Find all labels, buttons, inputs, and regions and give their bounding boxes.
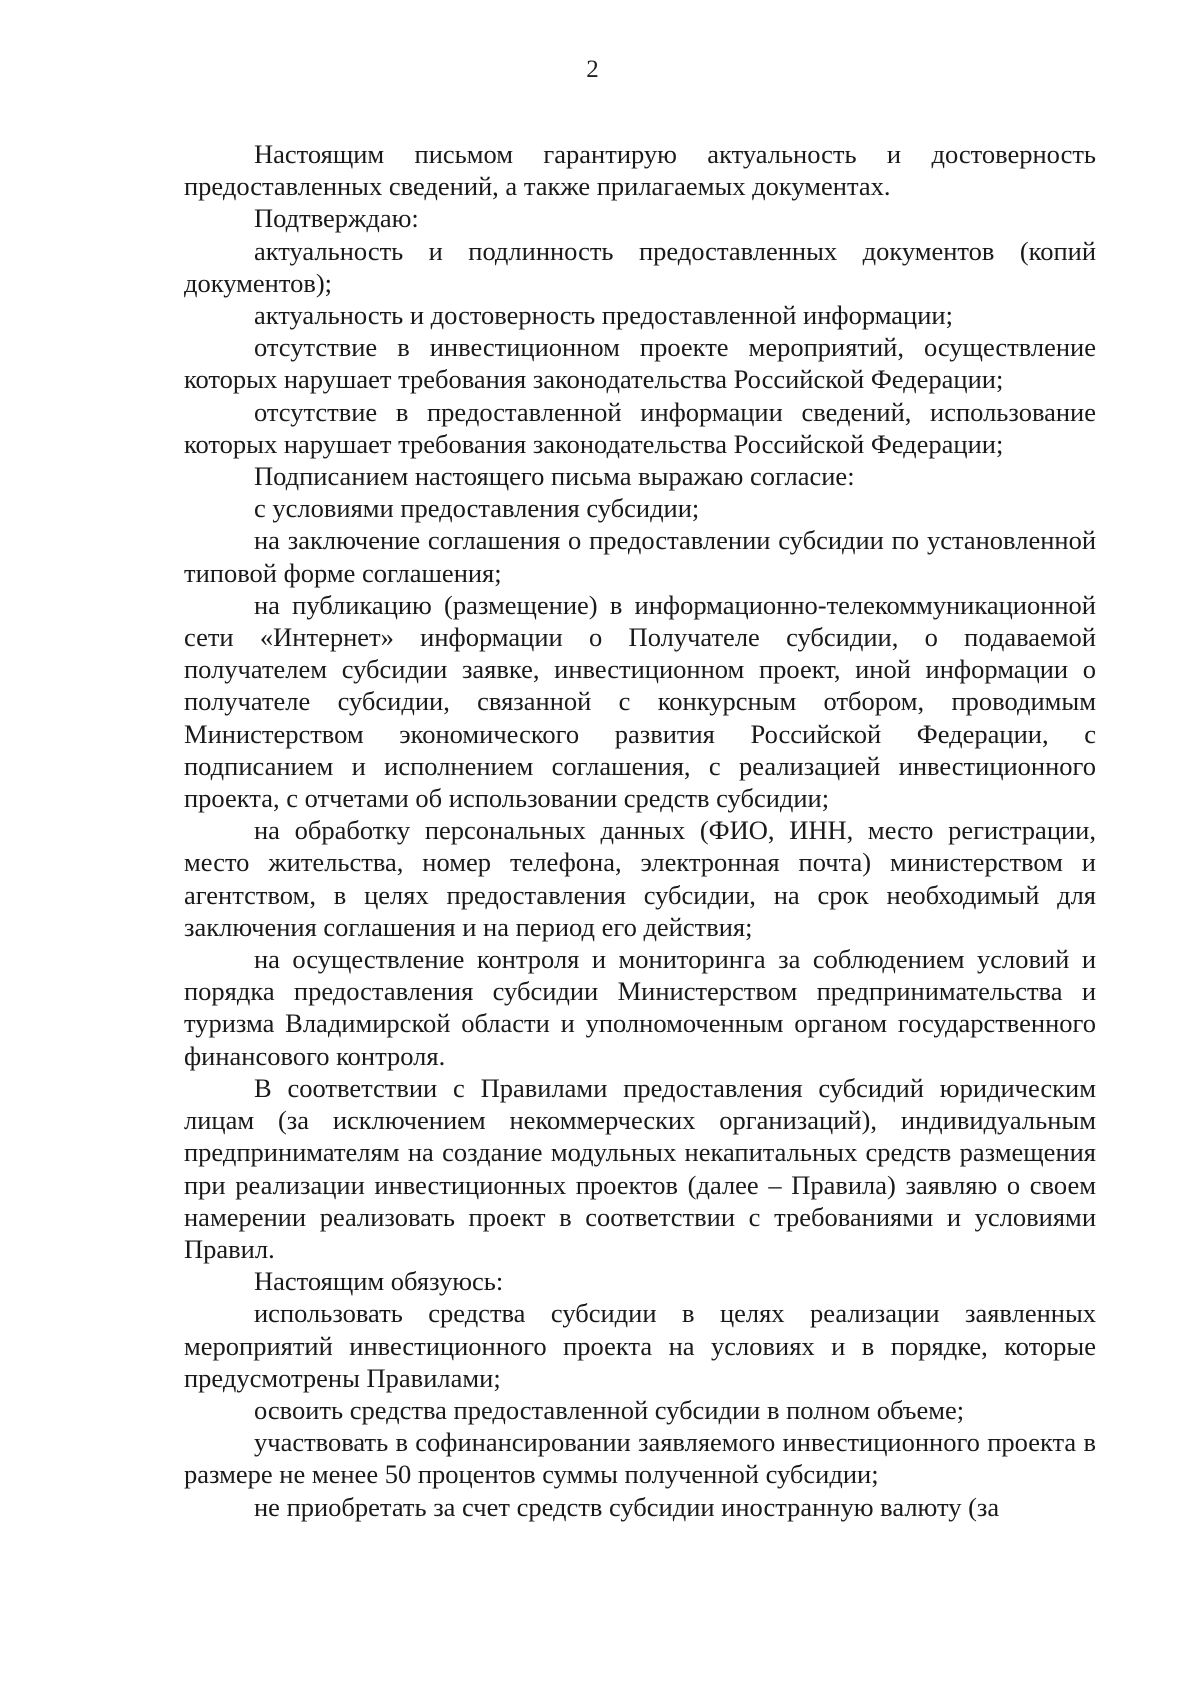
paragraph-confirm-no-violating-measures: отсутствие в инвестиционном проекте мероприятий, осуществление которых нарушает требования законодательства Российской Федерации; [184,332,1096,395]
paragraph-confirm-information: актуальность и достоверность предоставленной информации; [254,300,953,331]
page-number: 2 [586,56,599,83]
paragraph-rules-intent: В соответствии с Правилами предоставления субсидий юридическим лицам (за исключением некоммерческих организаций), индивидуальным предпринимателям на создание модульных некапитальных средств размещения при реализации инвестиционных проектов (далее – Правила) заявляю о своем намерении реализовать проект в соответствии с требованиями и условиями Правил. [184,1072,1096,1264]
paragraph-obligations-heading: Настоящим обязуюсь: [254,1266,504,1297]
paragraph-consent-conditions: с условиями предоставления субсидии; [254,493,700,524]
paragraph-guarantee: Настоящим письмом гарантирую актуальность и достоверность предоставленных сведений, а также прилагаемых документах. [184,139,1096,202]
paragraph-obligation-no-currency: не приобретать за счет средств субсидии иностранную валюту (за [254,1491,1000,1522]
paragraph-confirm-no-violating-info: отсутствие в предоставленной информации сведений, использование которых нарушает требования законодательства Российской Федерации; [184,396,1096,459]
paragraph-consent-publication: на публикацию (размещение) в информационно-телекоммуникационной сети «Интернет» информации о Получателе субсидии, о подаваемой получателем субсидии заявке, инвестиционном проект, иной информации о получателе субсидии, связанной с конкурсным отбором, проводимым Министерством экономического развития Российской Федерации, с подписанием и исполнением соглашения, с реализацией инвестиционного проекта, с отчетами об использовании средств субсидии; [184,589,1096,814]
document-body [184,138,1096,1523]
paragraph-confirm-heading: Подтверждаю: [254,203,419,234]
paragraph-consent-personal-data: на обработку персональных данных (ФИО, ИНН, место регистрации, место жительства, номер телефона, электронная почта) министерством и агентством, в целях предоставления субсидии, на срок необходимый для заключения соглашения и на период его действия; [184,815,1096,942]
paragraph-obligation-use-funds: использовать средства субсидии в целях реализации заявленных мероприятий инвестиционного проекта на условиях и в порядке, которые предусмотрены Правилами; [184,1298,1096,1393]
paragraph-obligation-cofinancing: участвовать в софинансировании заявляемого инвестиционного проекта в размере не менее 50 процентов суммы полученной субсидии; [184,1427,1096,1490]
paragraph-consent-control: на осуществление контроля и мониторинга за соблюдением условий и порядка предоставления субсидии Министерством предпринимательства и туризма Владимирской области и уполномоченным органом государственного финансового контроля. [184,944,1096,1071]
paragraph-consent-agreement: на заключение соглашения о предоставлении субсидии по установленной типовой форме соглашения; [184,525,1096,588]
paragraph-obligation-spend-fully: освоить средства предоставленной субсидии в полном объеме; [254,1394,965,1425]
paragraph-consent-heading: Подписанием настоящего письма выражаю согласие: [254,461,855,492]
paragraph-confirm-documents: актуальность и подлинность предоставленных документов (копий документов); [184,235,1096,298]
